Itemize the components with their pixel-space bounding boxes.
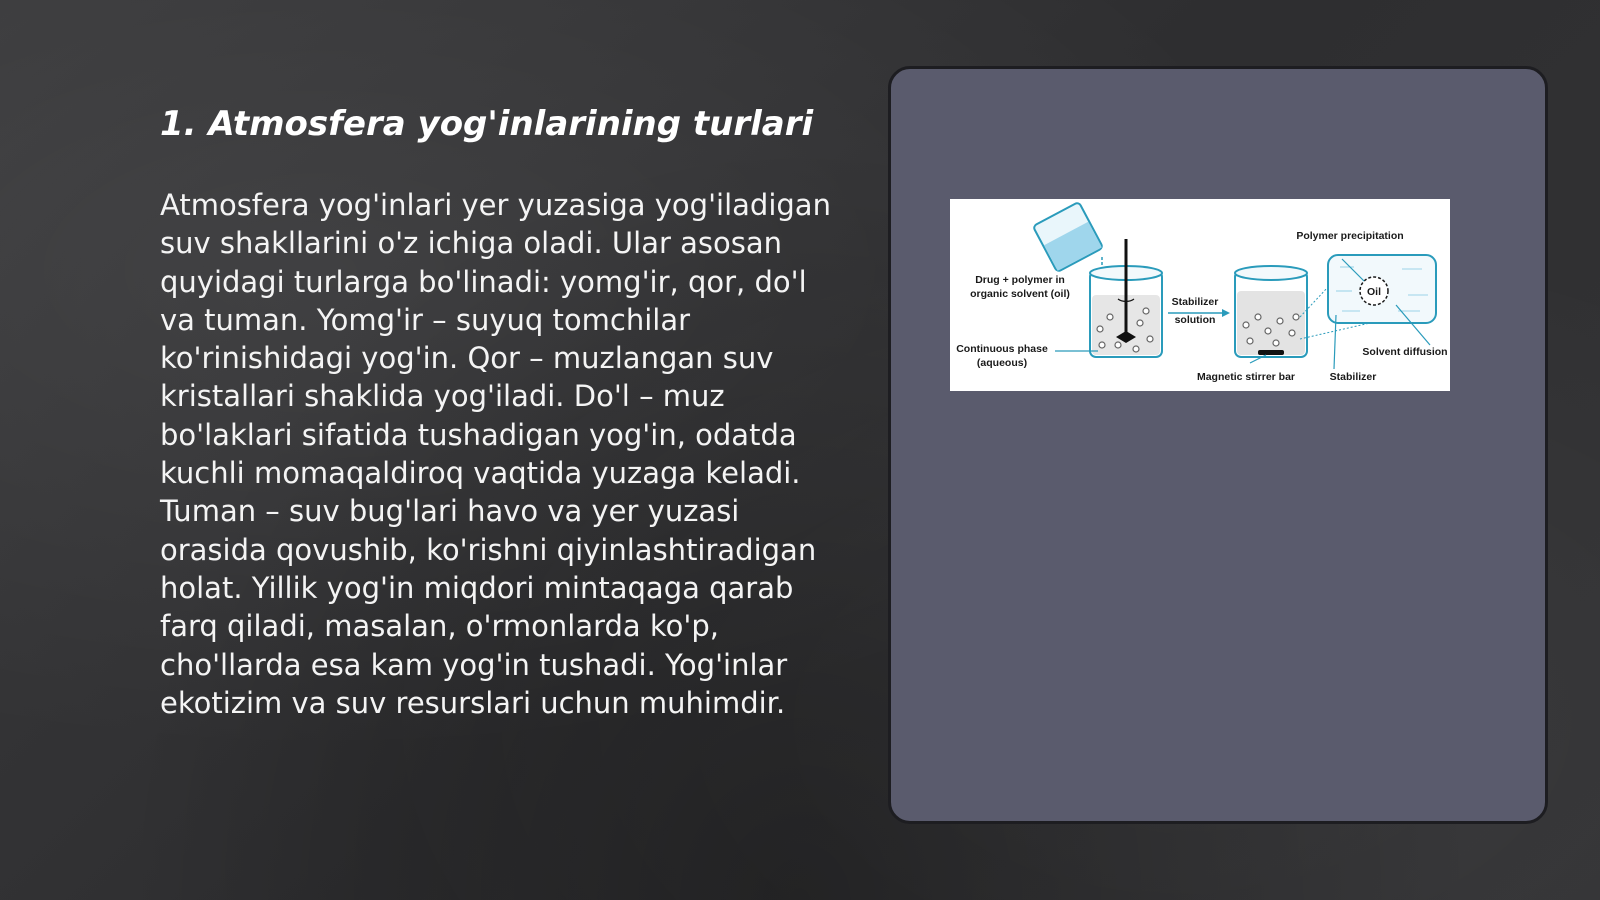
nanoprecipitation-diagram xyxy=(950,199,1450,391)
label-magnetic-stirrer: Magnetic stirrer bar xyxy=(1196,371,1296,383)
image-panel xyxy=(888,66,1548,824)
label-stabilizer-solution-2: solution xyxy=(1174,314,1216,326)
label-drug-polymer-1: Drug + polymer in xyxy=(975,274,1065,286)
slide-title: 1. Atmosfera yog'inlarining turlari xyxy=(160,104,814,144)
label-continuous-phase-2: (aqueous) xyxy=(976,357,1028,369)
slide-body xyxy=(160,186,835,722)
diagram-svg xyxy=(950,199,1450,391)
label-continuous-phase-1: Continuous phase xyxy=(956,343,1048,355)
mixing-beaker-icon xyxy=(1090,239,1162,357)
body-paragraph: Atmosfera yog'inlari yer yuzasiga yog'iladigan suv shakllarini o'z ichiga oladi. Ular asosan quyidagi turlarga bo'linadi: yomg'ir, qor, do'l va tuman. Yomg'ir – suyuq tomchilar ko'rinishidagi yog'in. Qor – muzlangan suv kristallari shaklida yog'iladi. Do'l – muz bo'laklari sifatida tushadigan yog'in, odatda kuchli momaqaldiroq vaqtida yuzaga keladi. Tuman – suv bug'lari havo va yer yuzasi orasida qovushib, ko'rishni qiyinlashtiradigan holat. Yillik yog'in miqdori mintaqaga qarab farq qiladi, masalan, o'rmonlarda ko'p, cho'llarda esa kam yog'in tushadi. Yog'inlar ekotizim va suv resurslari uchun muhimdir. xyxy=(160,188,831,720)
label-stabilizer: Stabilizer xyxy=(1329,371,1377,383)
stirred-beaker-icon xyxy=(1235,266,1307,357)
label-polymer-precipitation: Polymer precipitation xyxy=(1296,230,1404,242)
label-solvent-diffusion: Solvent diffusion xyxy=(1362,346,1448,358)
label-drug-polymer-2: organic solvent (oil) xyxy=(970,288,1070,300)
label-oil: Oil xyxy=(1366,286,1382,298)
label-stabilizer-solution-1: Stabilizer xyxy=(1171,296,1219,308)
